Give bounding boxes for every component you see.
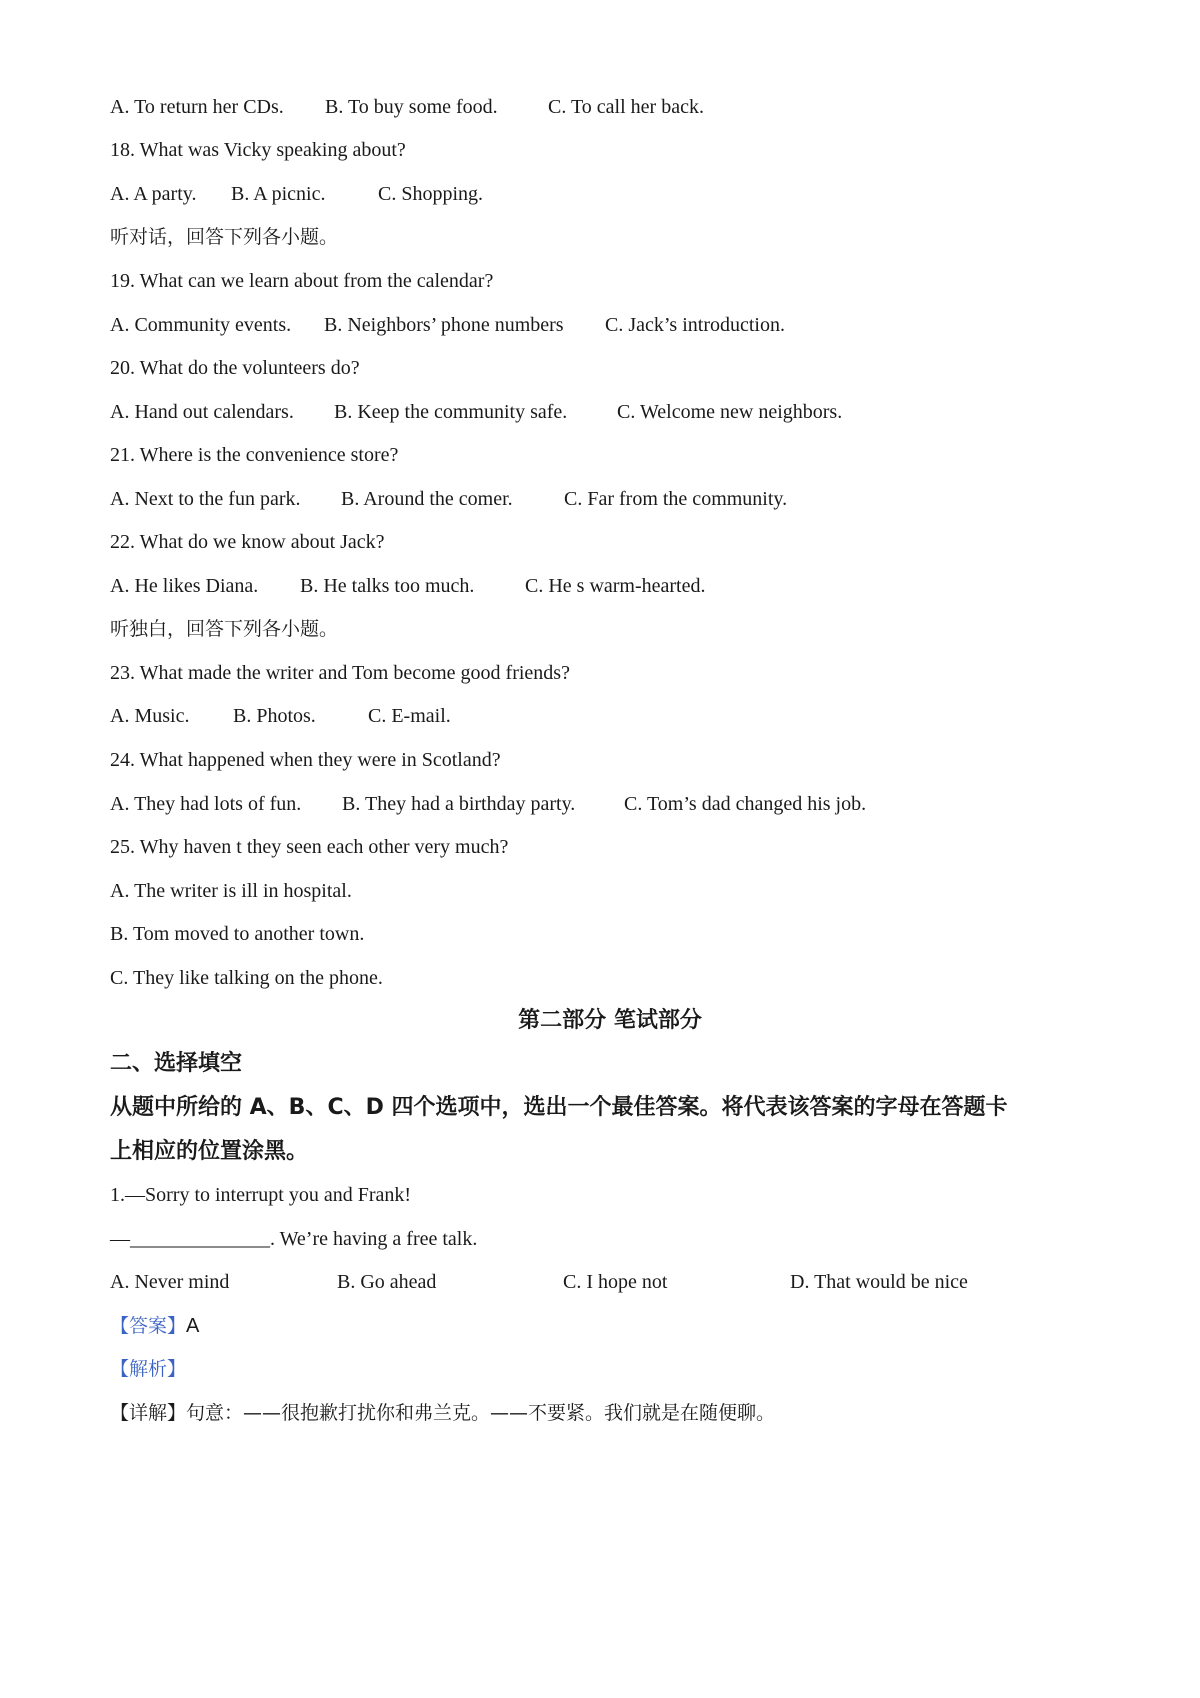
q23-stem: 23. What made the writer and Tom become good friends? xyxy=(110,662,570,684)
section2-instruction-line2: 上相应的位置涂黑。 xyxy=(110,1139,309,1164)
answer-label: 【答案】 xyxy=(110,1315,187,1337)
q22-option-a: A. He likes Diana. xyxy=(110,575,259,597)
q23-option-c: C. E-mail. xyxy=(368,705,451,727)
w1-option-b: B. Go ahead xyxy=(337,1271,437,1293)
part2-title: 第二部分 笔试部分 xyxy=(518,1008,702,1033)
q19-option-b: B. Neighbors’ phone numbers xyxy=(324,314,564,336)
q18-option-a: A. A party. xyxy=(110,183,197,205)
q25-option-c: C. They like talking on the phone. xyxy=(110,967,383,989)
q20-option-a: A. Hand out calendars. xyxy=(110,401,294,423)
q23-option-b: B. Photos. xyxy=(233,705,316,727)
w1-stem: 1.—Sorry to interrupt you and Frank! xyxy=(110,1184,412,1206)
w1-option-c: C. I hope not xyxy=(563,1271,668,1293)
q24-option-c: C. Tom’s dad changed his job. xyxy=(624,793,867,815)
q17-option-b: B. To buy some food. xyxy=(325,96,498,118)
q19-option-c: C. Jack’s introduction. xyxy=(605,314,785,336)
q21-option-a: A. Next to the fun park. xyxy=(110,488,301,510)
w1-analysis xyxy=(110,1354,186,1384)
w1-reply: —______________. We’re having a free talk. xyxy=(110,1228,478,1250)
q19-option-a: A. Community events. xyxy=(110,314,292,336)
q25-option-a: A. The writer is ill in hospital. xyxy=(110,880,352,902)
q21-stem: 21. Where is the convenience store? xyxy=(110,444,399,466)
q20-option-c: C. Welcome new neighbors. xyxy=(617,401,843,423)
q18-option-c: C. Shopping. xyxy=(378,183,484,205)
q24-option-b: B. They had a birthday party. xyxy=(342,793,576,815)
q22-option-b: B. He talks too much. xyxy=(300,575,475,597)
q22-option-c: C. He s warm-hearted. xyxy=(525,575,706,597)
q18-stem: 18. What was Vicky speaking about? xyxy=(110,139,406,161)
q25-stem: 25. Why haven t they seen each other very much? xyxy=(110,836,509,858)
w1-option-a: A. Never mind xyxy=(110,1271,230,1293)
q17-option-a: A. To return her CDs. xyxy=(110,96,284,118)
q22-stem: 22. What do we know about Jack? xyxy=(110,531,385,553)
w1-detail xyxy=(110,1398,775,1428)
section2-instruction-line1: 从题中所给的 A、B、C、D 四个选项中，选出一个最佳答案。将代表该答案的字母在答题卡 xyxy=(110,1095,1008,1120)
answer-value: A xyxy=(186,1315,200,1337)
w1-option-d: D. That would be nice xyxy=(790,1271,968,1293)
q21-option-c: C. Far from the community. xyxy=(564,488,788,510)
q21-option-b: B. Around the comer. xyxy=(341,488,513,510)
detail-label: 【详解】 xyxy=(110,1402,187,1424)
q24-stem: 24. What happened when they were in Scotland? xyxy=(110,749,501,771)
q18-option-b: B. A picnic. xyxy=(231,183,326,205)
analysis-label: 【解析】 xyxy=(110,1358,187,1380)
detail-text: 句意：——很抱歉打扰你和弗兰克。——不要紧。我们就是在随便聊。 xyxy=(186,1402,776,1424)
q17-option-c: C. To call her back. xyxy=(548,96,704,118)
q20-option-b: B. Keep the community safe. xyxy=(334,401,568,423)
section2-title: 二、选择填空 xyxy=(110,1051,243,1076)
q19-stem: 19. What can we learn about from the calendar? xyxy=(110,270,494,292)
q24-option-a: A. They had lots of fun. xyxy=(110,793,302,815)
monologue-instruction: 听独白，回答下列各小题。 xyxy=(110,618,339,640)
q20-stem: 20. What do the volunteers do? xyxy=(110,357,360,379)
dialogue-instruction: 听对话，回答下列各小题。 xyxy=(110,226,339,248)
w1-answer xyxy=(110,1311,199,1341)
q23-option-a: A. Music. xyxy=(110,705,190,727)
q25-option-b: B. Tom moved to another town. xyxy=(110,923,365,945)
